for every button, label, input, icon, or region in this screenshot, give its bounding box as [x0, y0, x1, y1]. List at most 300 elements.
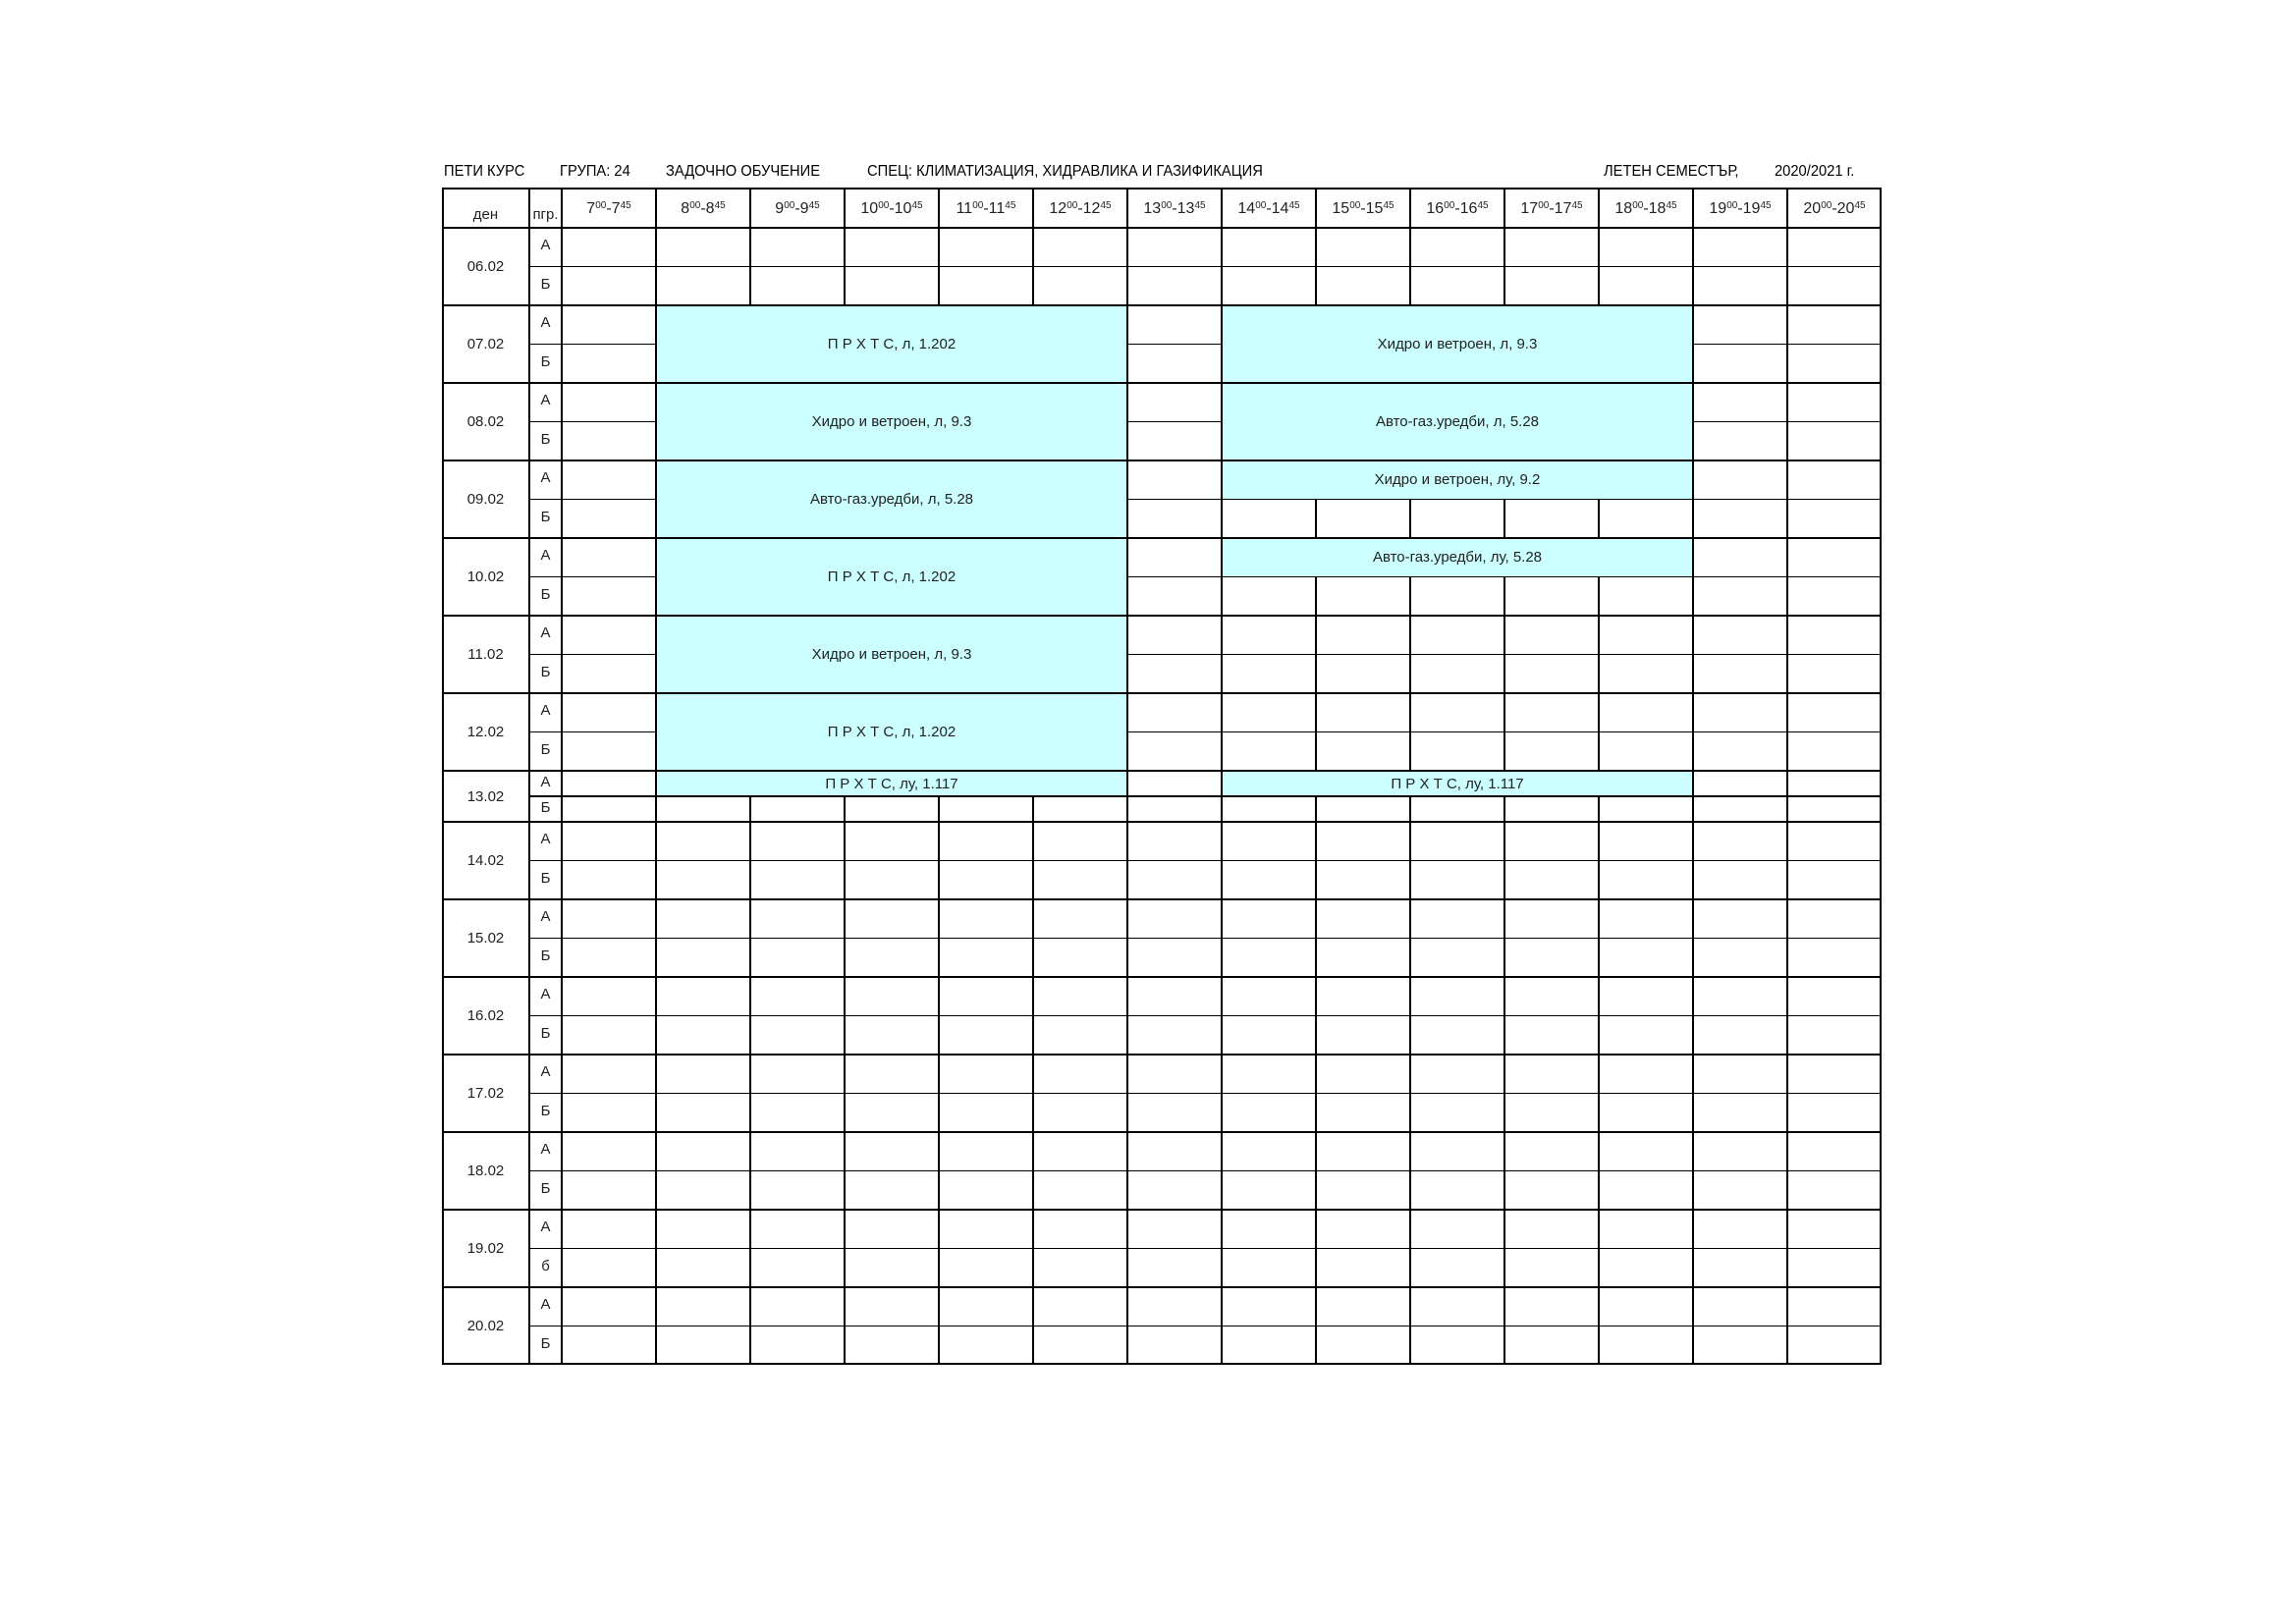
grid-vline [655, 460, 656, 500]
grid-vline [749, 1171, 750, 1211]
time-slot-header: 20 $^{00}$ - 20 $^{45}$ [1803, 199, 1866, 217]
grid-vline [1598, 1132, 1599, 1171]
grid-hline [1599, 795, 1693, 796]
grid-vline [1692, 1210, 1694, 1249]
grid-vline [655, 267, 656, 306]
grid-vline [1032, 1094, 1033, 1133]
grid-hline [1410, 266, 1504, 267]
grid-vline [1126, 460, 1128, 500]
grid-vline [844, 267, 846, 306]
grid-vline [1032, 939, 1033, 978]
grid-vline [1126, 538, 1128, 577]
grid-vline [749, 977, 750, 1016]
grid-vline [1315, 267, 1316, 306]
grid-vline [1786, 1055, 1788, 1094]
grid-vline [1221, 577, 1223, 617]
subgroup-label: Б [540, 798, 551, 816]
grid-vline [1126, 577, 1128, 617]
grid-vline [1409, 577, 1410, 617]
time-slot-header: 11 $^{00}$ - 11 $^{45}$ [956, 199, 1016, 217]
grid-hline [1693, 1170, 1787, 1171]
academic-year-label: 2020/2021 г. [1775, 163, 1855, 180]
grid-vline [844, 861, 846, 900]
grid-vline [1221, 538, 1223, 577]
grid-vline [1503, 1210, 1505, 1249]
grid-vline [1786, 939, 1788, 978]
grid-hline [939, 1015, 1033, 1016]
lesson-block[interactable]: П Р Х Т С, лу, 1.117 [1222, 771, 1693, 796]
subgroup-label: А [540, 1296, 551, 1314]
grid-vline [1692, 822, 1694, 861]
grid-hline [442, 382, 1882, 385]
grid-vline [1786, 1287, 1788, 1326]
grid-vline [1032, 822, 1033, 861]
grid-vline [749, 1016, 750, 1056]
grid-vline [1126, 500, 1128, 539]
group-label: ГРУПА: 24 [560, 163, 630, 180]
lesson-block[interactable]: П Р Х Т С, лу, 1.117 [656, 771, 1127, 796]
grid-hline [939, 860, 1033, 861]
grid-vline [1692, 655, 1694, 694]
grid-vline [1126, 228, 1128, 267]
grid-hline [1222, 654, 1316, 655]
grid-hline [939, 1093, 1033, 1094]
grid-vline [1032, 1326, 1033, 1366]
subgroup-label: А [540, 237, 551, 254]
grid-hline [562, 1093, 656, 1094]
grid-vline [1598, 822, 1599, 861]
grid-hline [1599, 266, 1693, 267]
day-date-label: 20.02 [466, 1318, 505, 1334]
grid-vline [938, 861, 939, 900]
grid-vline [1126, 1132, 1128, 1171]
subgroup-label: А [540, 1063, 551, 1081]
subgroup-label: Б [540, 1024, 551, 1042]
grid-hline [1222, 731, 1316, 732]
grid-vline [1409, 267, 1410, 306]
lesson-block[interactable]: П Р Х Т С, л, 1.202 [656, 538, 1127, 616]
grid-vline [1598, 616, 1599, 655]
grid-hline [1222, 1248, 1316, 1249]
grid-hline [1316, 938, 1410, 939]
grid-vline [749, 228, 750, 267]
subgroup-label: Б [540, 430, 551, 448]
grid-vline [1692, 460, 1694, 500]
grid-hline [442, 1054, 1882, 1056]
grid-vline [1598, 693, 1599, 732]
grid-vline [655, 1249, 656, 1288]
grid-hline [1599, 1093, 1693, 1094]
grid-hline [1127, 576, 1222, 577]
grid-vline [1786, 1249, 1788, 1288]
grid-vline [1692, 305, 1694, 345]
grid-vline [1315, 577, 1316, 617]
grid-hline [1222, 499, 1316, 500]
grid-vline [1126, 939, 1128, 978]
grid-hline [1316, 1093, 1410, 1094]
grid-vline [1315, 977, 1316, 1016]
grid-vline [655, 383, 656, 422]
lesson-block[interactable]: Авто-газ.уредби, лу, 5.28 [1222, 538, 1693, 577]
lesson-block[interactable]: П Р Х Т С, л, 1.202 [656, 693, 1127, 771]
grid-vline [1221, 732, 1223, 772]
grid-hline [1127, 344, 1222, 345]
grid-vline [1221, 977, 1223, 1016]
subgroup-label: Б [540, 585, 551, 603]
grid-hline [562, 731, 656, 732]
grid-vline [938, 939, 939, 978]
grid-vline [1692, 1171, 1694, 1211]
grid-vline [1692, 500, 1694, 539]
grid-vline [1503, 1326, 1505, 1366]
lesson-block[interactable]: П Р Х Т С, л, 1.202 [656, 305, 1127, 383]
grid-vline [1786, 460, 1788, 500]
day-date-label: 16.02 [466, 1007, 505, 1024]
grid-vline [1315, 693, 1316, 732]
grid-vline [1221, 655, 1223, 694]
grid-hline [1410, 576, 1504, 577]
grid-vline [1126, 822, 1128, 861]
grid-hline [1033, 1093, 1127, 1094]
grid-hline [1316, 1170, 1410, 1171]
grid-hline [1222, 1170, 1316, 1171]
grid-vline [1692, 1016, 1694, 1056]
subgroup-label: А [540, 314, 551, 332]
grid-vline [1126, 616, 1128, 655]
grid-vline [938, 1094, 939, 1133]
grid-vline [1692, 267, 1694, 306]
grid-vline [1598, 1094, 1599, 1133]
grid-vline [1221, 616, 1223, 655]
grid-vline [1032, 899, 1033, 939]
grid-vline [1786, 422, 1788, 461]
grid-hline [1222, 938, 1316, 939]
grid-vline [1315, 1055, 1316, 1094]
grid-hline [442, 1209, 1882, 1212]
grid-hline [1316, 1248, 1410, 1249]
grid-hline [442, 976, 1882, 979]
grid-hline [1693, 576, 1787, 577]
grid-hline [442, 460, 1882, 462]
grid-vline [1409, 899, 1410, 939]
grid-hline [1693, 731, 1787, 732]
grid-hline [939, 795, 1033, 796]
grid-hline [1127, 421, 1222, 422]
grid-vline [1032, 1210, 1033, 1249]
grid-vline [1315, 1016, 1316, 1056]
grid-hline [1787, 1093, 1882, 1094]
grid-vline [1221, 1326, 1223, 1366]
grid-hline [562, 1170, 656, 1171]
grid-hline [562, 1248, 656, 1249]
grid-hline [939, 266, 1033, 267]
lesson-block[interactable]: Хидро и ветроен, лу, 9.2 [1222, 460, 1693, 500]
subgroup-label: Б [540, 663, 551, 680]
grid-hline [1222, 576, 1316, 577]
grid-vline [1503, 267, 1505, 306]
grid-vline [1598, 267, 1599, 306]
grid-vline [1786, 732, 1788, 772]
time-slot-header: 9 $^{00}$ - 9 $^{45}$ [775, 199, 820, 217]
time-slot-header: 14 $^{00}$ - 14 $^{45}$ [1237, 199, 1300, 217]
grid-vline [1692, 616, 1694, 655]
grid-vline [1221, 1210, 1223, 1249]
grid-vline [844, 1132, 846, 1171]
grid-hline [1504, 266, 1599, 267]
grid-vline [1503, 899, 1505, 939]
grid-hline [1693, 266, 1787, 267]
grid-vline [1126, 977, 1128, 1016]
grid-vline [1786, 345, 1788, 384]
grid-vline [844, 1094, 846, 1133]
grid-vline [1221, 796, 1223, 822]
grid-vline [655, 822, 656, 861]
grid-vline [1786, 977, 1788, 1016]
grid-vline [749, 822, 750, 861]
lesson-block[interactable]: Хидро и ветроен, л, 9.3 [656, 383, 1127, 460]
grid-hline [939, 1248, 1033, 1249]
grid-vline [1692, 228, 1694, 267]
grid-vline [1598, 796, 1599, 822]
grid-hline [750, 1015, 845, 1016]
grid-hline [1127, 938, 1222, 939]
grid-hline [656, 1248, 750, 1249]
grid-hline [1504, 1170, 1599, 1171]
grid-hline [656, 795, 750, 796]
grid-hline [1693, 860, 1787, 861]
grid-vline [844, 977, 846, 1016]
grid-hline [1222, 266, 1316, 267]
grid-vline [1598, 577, 1599, 617]
grid-vline [1315, 1171, 1316, 1211]
grid-vline [1032, 1171, 1033, 1211]
grid-vline [749, 1326, 750, 1366]
grid-hline [1316, 795, 1410, 796]
grid-vline [1126, 899, 1128, 939]
grid-hline [1693, 938, 1787, 939]
grid-hline [1693, 795, 1787, 796]
grid-vline [844, 228, 846, 267]
grid-vline [655, 228, 656, 267]
grid-vline [1409, 1055, 1410, 1094]
grid-vline [1598, 1210, 1599, 1249]
subgroup-label: А [540, 908, 551, 926]
grid-hline [656, 266, 750, 267]
grid-hline [939, 1170, 1033, 1171]
grid-hline [1410, 795, 1504, 796]
grid-vline [1221, 1171, 1223, 1211]
grid-vline [1692, 345, 1694, 384]
grid-vline [1409, 796, 1410, 822]
grid-vline [1786, 577, 1788, 617]
grid-vline [1032, 977, 1033, 1016]
grid-vline [1221, 861, 1223, 900]
time-slot-header: 17 $^{00}$ - 17 $^{45}$ [1520, 199, 1583, 217]
lesson-block[interactable]: Хидро и ветроен, л, 9.3 [1222, 305, 1693, 383]
grid-vline [1786, 1094, 1788, 1133]
grid-vline [938, 977, 939, 1016]
time-slot-header: 16 $^{00}$ - 16 $^{45}$ [1426, 199, 1489, 217]
grid-hline [1693, 421, 1787, 422]
study-mode-label: ЗАДОЧНО ОБУЧЕНИЕ [666, 163, 821, 180]
grid-vline [1598, 228, 1599, 267]
grid-vline [938, 822, 939, 861]
grid-vline [1598, 977, 1599, 1016]
grid-hline [1410, 1170, 1504, 1171]
grid-vline [1409, 1171, 1410, 1211]
grid-vline [1126, 345, 1128, 384]
grid-hline [939, 938, 1033, 939]
grid-hline [562, 266, 656, 267]
grid-vline [1315, 732, 1316, 772]
grid-hline [1787, 860, 1882, 861]
grid-hline [1599, 860, 1693, 861]
grid-vline [1503, 500, 1505, 539]
grid-vline [1315, 822, 1316, 861]
grid-vline [655, 1055, 656, 1094]
grid-vline [749, 267, 750, 306]
grid-hline [1504, 654, 1599, 655]
schedule-table [442, 188, 1882, 1365]
grid-vline [1692, 732, 1694, 772]
grid-hline [656, 938, 750, 939]
grid-vline [1503, 577, 1505, 617]
grid-hline [562, 576, 656, 577]
subgroup-label: Б [540, 1334, 551, 1352]
grid-vline [1598, 1326, 1599, 1366]
grid-hline [1410, 1248, 1504, 1249]
grid-vline [655, 977, 656, 1016]
grid-hline [1504, 1248, 1599, 1249]
grid-vline [938, 1326, 939, 1366]
grid-vline [1315, 500, 1316, 539]
day-date-label: 11.02 [467, 646, 504, 663]
lesson-block[interactable]: Авто-газ.уредби, л, 5.28 [656, 460, 1127, 538]
grid-vline [1786, 228, 1788, 267]
day-date-label: 09.02 [466, 491, 505, 508]
grid-vline [655, 1132, 656, 1171]
grid-vline [1409, 655, 1410, 694]
grid-vline [655, 305, 656, 345]
grid-hline [1033, 1015, 1127, 1016]
grid-vline [1221, 305, 1223, 345]
grid-vline [938, 796, 939, 822]
grid-hline [1787, 421, 1882, 422]
grid-vline [1692, 899, 1694, 939]
grid-hline [562, 938, 656, 939]
grid-vline [749, 1094, 750, 1133]
grid-hline [750, 1170, 845, 1171]
grid-vline [655, 500, 656, 539]
grid-vline [1692, 1287, 1694, 1326]
grid-vline [749, 1055, 750, 1094]
grid-vline [1692, 383, 1694, 422]
grid-vline [1786, 693, 1788, 732]
grid-vline [1692, 538, 1694, 577]
grid-vline [1786, 899, 1788, 939]
grid-hline [1127, 860, 1222, 861]
grid-vline [1409, 616, 1410, 655]
grid-vline [938, 1287, 939, 1326]
time-slot-header: 19 $^{00}$ - 19 $^{45}$ [1709, 199, 1772, 217]
grid-hline [1033, 938, 1127, 939]
grid-vline [938, 1249, 939, 1288]
subgroup-label: Б [540, 1179, 551, 1197]
grid-hline [1127, 1015, 1222, 1016]
grid-vline [1409, 822, 1410, 861]
time-slot-header: 7 $^{00}$ - 7 $^{45}$ [586, 199, 631, 217]
grid-vline [1032, 1132, 1033, 1171]
grid-hline [442, 770, 1882, 773]
grid-vline [655, 538, 656, 577]
grid-hline [1410, 1093, 1504, 1094]
grid-vline [1126, 1171, 1128, 1211]
grid-vline [938, 1055, 939, 1094]
grid-vline [655, 1210, 656, 1249]
grid-vline [1503, 796, 1505, 822]
grid-vline [749, 796, 750, 822]
grid-vline [1315, 861, 1316, 900]
grid-hline [1787, 654, 1882, 655]
grid-vline [1315, 616, 1316, 655]
grid-hline [1599, 1248, 1693, 1249]
lesson-block[interactable]: Авто-газ.уредби, л, 5.28 [1222, 383, 1693, 460]
grid-vline [1409, 228, 1410, 267]
grid-hline [845, 860, 939, 861]
grid-vline [1503, 939, 1505, 978]
grid-hline [1316, 654, 1410, 655]
grid-hline [1504, 576, 1599, 577]
grid-vline [1409, 861, 1410, 900]
grid-hline [1127, 266, 1222, 267]
grid-vline [1786, 861, 1788, 900]
time-slot-header: 8 $^{00}$ - 8 $^{45}$ [681, 199, 726, 217]
grid-hline [1410, 654, 1504, 655]
grid-vline [1126, 305, 1128, 345]
grid-hline [750, 795, 845, 796]
grid-vline [1692, 939, 1694, 978]
grid-vline [1032, 1016, 1033, 1056]
grid-hline [845, 938, 939, 939]
grid-vline [1409, 500, 1410, 539]
grid-hline [1787, 1170, 1882, 1171]
grid-vline [1409, 1094, 1410, 1133]
grid-vline [844, 1326, 846, 1366]
grid-vline [1692, 1326, 1694, 1366]
grid-hline [1316, 576, 1410, 577]
grid-vline [1692, 693, 1694, 732]
lesson-block[interactable]: Хидро и ветроен, л, 9.3 [656, 616, 1127, 693]
grid-vline [655, 655, 656, 694]
grid-vline [1315, 939, 1316, 978]
grid-vline [1786, 305, 1788, 345]
day-date-label: 14.02 [466, 852, 505, 869]
grid-vline [655, 1326, 656, 1366]
grid-hline [1787, 576, 1882, 577]
grid-vline [1598, 500, 1599, 539]
grid-vline [844, 939, 846, 978]
grid-vline [1126, 693, 1128, 732]
grid-vline [1126, 1016, 1128, 1056]
grid-vline [1126, 1055, 1128, 1094]
grid-hline [1693, 654, 1787, 655]
grid-vline [1409, 939, 1410, 978]
semester-label: ЛЕТЕН СЕМЕСТЪР, [1604, 163, 1739, 180]
grid-vline [655, 345, 656, 384]
grid-vline [1598, 1287, 1599, 1326]
grid-hline [442, 1363, 1882, 1366]
grid-vline [749, 1249, 750, 1288]
